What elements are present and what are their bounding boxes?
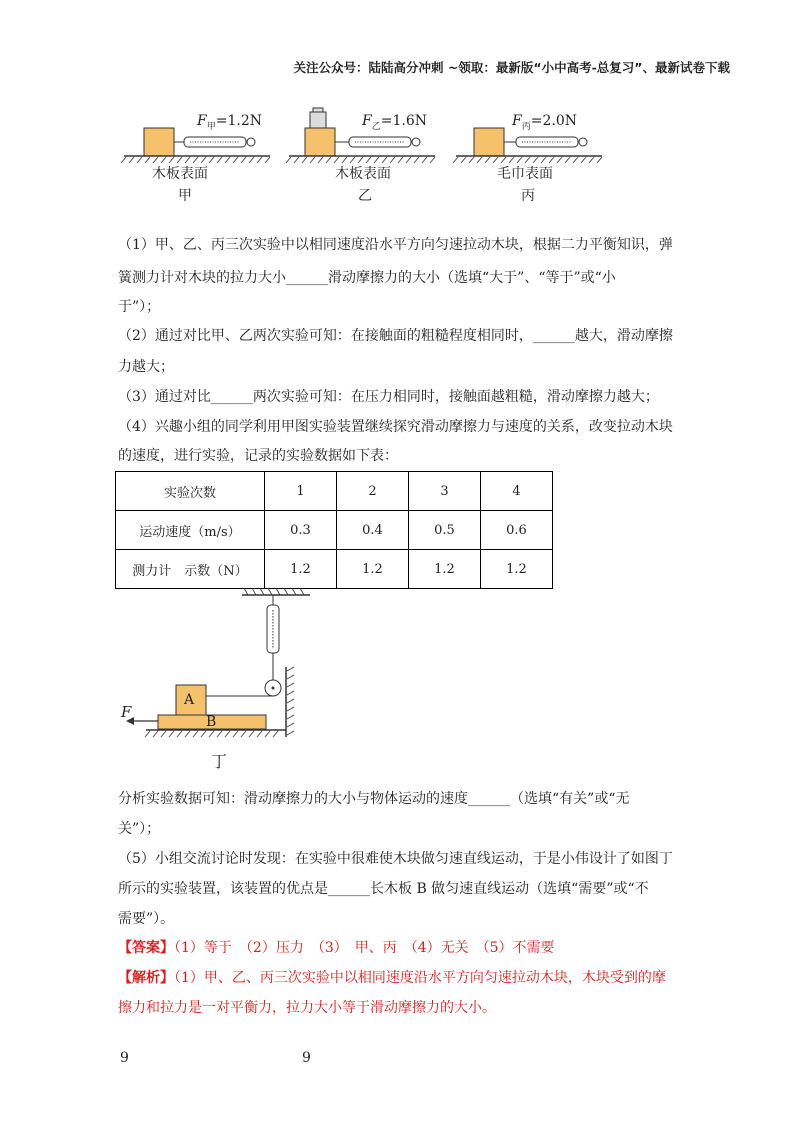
q1-line: 于”）； (118, 299, 161, 315)
explanation-line: 擦力和拉力是一对平衡力，拉力大小等于滑动摩擦力的大小。 (118, 1000, 496, 1016)
figure-name: 甲 (178, 188, 192, 204)
table-row (116, 511, 553, 550)
q3-line: （3）通过对比______两次实验可知：在压力相同时，接触面越粗糙，滑动摩擦力越大； (118, 389, 659, 405)
explanation-line (118, 968, 688, 988)
table-row (116, 472, 553, 511)
q5-line: （5）小组交流讨论时发现：在实验中很难使木块做匀速直线运动，于是小伟设计了如图丁 (118, 851, 673, 867)
q4-line: （4）兴趣小组的同学利用甲图实验装置继续探究滑动摩擦力与速度的关系，改变拉动木块 (118, 419, 673, 435)
table-cell: 0.3 (265, 511, 337, 550)
weight (313, 108, 323, 112)
table-cell: 4 (481, 472, 553, 511)
figure-name: 丙 (521, 188, 535, 204)
figure-ding (110, 585, 310, 775)
q1-line: 簧测力计对木块的拉力大小______滑动摩擦力的大小（选填“大于”、“等于”或“小 (118, 270, 616, 286)
force-subscript: 丙 (521, 121, 531, 132)
table-cell: 0.5 (409, 511, 481, 550)
table-cell: 1 (265, 472, 337, 511)
table-cell: 0.4 (337, 511, 409, 550)
explanation-text: （1）甲、乙、丙三次实验中以相同速度沿水平方向匀速拉动木块，木块受到的摩 (174, 970, 666, 986)
table-cell: 运动速度（m/s） (116, 511, 265, 550)
figure-name: 丁 (211, 752, 228, 771)
force-letter: F (362, 113, 372, 129)
table-cell: 测力计 示数（N） (116, 550, 265, 589)
force-subscript: 乙 (371, 121, 381, 132)
q2-line: 力越大； (118, 359, 174, 375)
force-label: F (121, 703, 132, 721)
answer-tag: 【答案】 (118, 940, 174, 956)
table-cell: 3 (409, 472, 481, 511)
block-a-label: A (184, 692, 195, 708)
q4-line: 的速度，进行实验，记录的实验数据如下表： (118, 448, 398, 464)
table-cell: 1.2 (481, 550, 553, 589)
answer-line (118, 938, 688, 958)
answer-text: （1）等于 （2）压力 （3） 甲、丙 （4）无关 （5）不需要 (174, 940, 555, 956)
page-number-left: 9 (120, 1050, 129, 1066)
table-cell: 实验次数 (116, 472, 265, 511)
analysis-line: 关”）； (118, 821, 161, 837)
board-b-label: B (206, 714, 217, 730)
analysis-line: 分析实验数据可知：滑动摩擦力的大小与物体运动的速度______（选填“有关”或“无 (118, 791, 630, 807)
force-subscript: 甲 (206, 121, 216, 132)
force-value: 1.2N (227, 113, 262, 129)
q1-line: （1）甲、乙、丙三次实验中以相同速度沿水平方向匀速拉动木块，根据二力平衡知识，弹 (118, 237, 673, 253)
surface-label: 毛巾表面 (497, 166, 553, 182)
surface-label: 木板表面 (152, 166, 208, 182)
surface-label: 木板表面 (335, 166, 391, 182)
figure-name: 乙 (358, 188, 372, 204)
force-value: 1.6N (392, 113, 427, 129)
force-value: 2.0N (542, 113, 577, 129)
wood-block (305, 128, 335, 156)
data-table (115, 471, 553, 589)
force-letter: F (512, 113, 522, 129)
table-cell: 2 (337, 472, 409, 511)
table-row (116, 550, 553, 589)
page-number-center: 9 (302, 1050, 311, 1066)
wood-block (474, 128, 504, 156)
table-cell: 1.2 (409, 550, 481, 589)
header-banner: 关注公众号：陆陆高分冲刺 ~领取：最新版“小中高考-总复习”、最新试卷下载 (293, 60, 730, 75)
table-cell: 0.6 (481, 511, 553, 550)
table-cell: 1.2 (265, 550, 337, 589)
q5-line: 需要”）。 (118, 911, 175, 927)
wood-block (144, 128, 174, 156)
force-letter: F (197, 113, 207, 129)
q2-line: （2）通过对比甲、乙两次实验可知：在接触面的粗糙程度相同时，______越大，滑动摩擦 (118, 328, 673, 344)
explanation-tag: 【解析】 (118, 970, 174, 986)
q5-line: 所示的实验装置，该装置的优点是______长木板 B 做匀速直线运动（选填“需要”或“不 (118, 881, 649, 897)
table-cell: 1.2 (337, 550, 409, 589)
